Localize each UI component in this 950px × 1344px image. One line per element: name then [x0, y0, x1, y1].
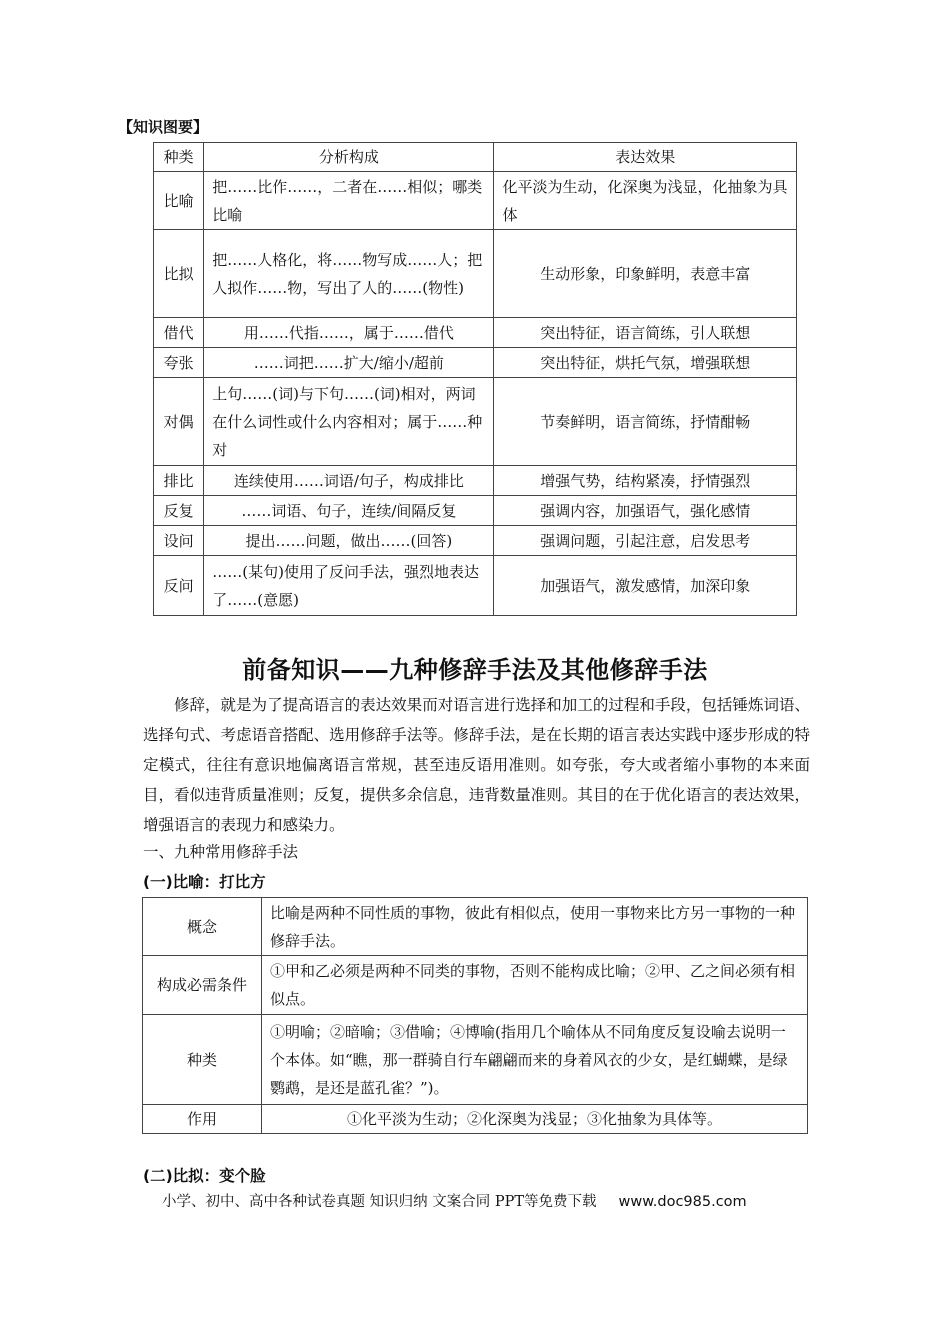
- row-effect: 化平淡为生动，化深奥为浅显，化抽象为具体: [494, 172, 797, 230]
- row-analysis: 连续使用……词语/句子，构成排比: [204, 466, 494, 496]
- row-value: ①甲和乙必须是两种不同类的事物，否则不能构成比喻；②甲、乙之间必须有相似点。: [262, 956, 808, 1015]
- table-row: [154, 556, 797, 616]
- row-analysis: 把……人格化，将……物写成……人；把人拟作……物，写出了人的……(物性): [204, 230, 494, 318]
- row-analysis: 提出……问题，做出……(回答): [204, 526, 494, 556]
- row-key: 种类: [143, 1015, 262, 1105]
- row-effect: 生动形象，印象鲜明，表意丰富: [494, 230, 797, 318]
- row-type: 反问: [154, 556, 204, 616]
- knowledge-map-label: 【知识图要】: [118, 118, 209, 136]
- footer-text: 小学、初中、高中各种试卷真题 知识归纳 文案合同 PPT等免费下载: [162, 1194, 597, 1210]
- row-effect: 增强气势，结构紧凑，抒情强烈: [494, 466, 797, 496]
- table-row: [154, 466, 797, 496]
- row-value: ①化平淡为生动；②化深奥为浅显；③化抽象为具体等。: [262, 1105, 808, 1134]
- row-analysis: ……词把……扩大/缩小/超前: [204, 348, 494, 378]
- row-key: 作用: [143, 1105, 262, 1134]
- table-row: [143, 898, 808, 956]
- row-effect: 突出特征，语言简练，引人联想: [494, 318, 797, 348]
- row-analysis: 把……比作……，二者在……相似；哪类比喻: [204, 172, 494, 230]
- row-type: 反复: [154, 496, 204, 526]
- row-type: 对偶: [154, 378, 204, 466]
- metaphor-table: [142, 897, 808, 1134]
- table-row: [154, 230, 797, 318]
- header-effect: 表达效果: [494, 143, 797, 172]
- table-row: [154, 378, 797, 466]
- personification-heading: (二)比拟：变个脸: [143, 1167, 266, 1185]
- intro-paragraph: 修辞，就是为了提高语言的表达效果而对语言进行选择和加工的过程和手段，包括锤炼词语、选择句式、考虑语音搭配、选用修辞手法等。修辞手法，是在长期的语言表达实践中逐步形成的特定模式，往往有意识地偏离语言常规，甚至违反语用准则。如夸张，夸大或者缩小事物的本来面目，看似违背质量准则；反复，提供多余信息，违背数量准则。其目的在于优化语言的表达效果，增强语言的表现力和感染力。: [143, 696, 810, 834]
- table-row: [154, 172, 797, 230]
- row-type: 比喻: [154, 172, 204, 230]
- row-effect: 强调问题，引起注意，启发思考: [494, 526, 797, 556]
- metaphor-heading: (一)比喻：打比方: [143, 873, 266, 891]
- row-analysis: ……(某句)使用了反问手法，强烈地表达了……(意愿): [204, 556, 494, 616]
- row-value: ①明喻；②暗喻；③借喻；④博喻(指用几个喻体从不同角度反复设喻去说明一个本体。如“瞧，那一群骑自行车翩翩而来的身着风衣的少女，是红蝴蝶，是绿鹦鹉，是还是蓝孔雀？”)。: [262, 1015, 808, 1105]
- row-type: 比拟: [154, 230, 204, 318]
- row-type: 借代: [154, 318, 204, 348]
- knowledge-map-table: [153, 142, 797, 616]
- row-analysis: 用……代指……，属于……借代: [204, 318, 494, 348]
- row-effect: 节奏鲜明，语言简练，抒情酣畅: [494, 378, 797, 466]
- header-analysis: 分析构成: [204, 143, 494, 172]
- table-row: [143, 1105, 808, 1134]
- row-effect: 加强语气，激发感情，加深印象: [494, 556, 797, 616]
- table-row: [143, 1015, 808, 1105]
- row-analysis: 上句……(词)与下句……(词)相对，两词在什么词性或什么内容相对；属于……种对: [204, 378, 494, 466]
- row-type: 夸张: [154, 348, 204, 378]
- row-value: 比喻是两种不同性质的事物，彼此有相似点，使用一事物来比方另一事物的一种修辞手法。: [262, 898, 808, 956]
- row-key: 概念: [143, 898, 262, 956]
- header-type: 种类: [154, 143, 204, 172]
- table-row: [154, 348, 797, 378]
- table-header-row: [154, 143, 797, 172]
- table-row: [154, 526, 797, 556]
- row-effect: 强调内容，加强语气，强化感情: [494, 496, 797, 526]
- footer: [162, 1190, 802, 1211]
- table-row: [143, 956, 808, 1015]
- row-key: 构成必需条件: [143, 956, 262, 1015]
- row-type: 排比: [154, 466, 204, 496]
- row-effect: 突出特征，烘托气氛，增强联想: [494, 348, 797, 378]
- page-title: 前备知识——九种修辞手法及其他修辞手法: [242, 656, 708, 684]
- footer-url[interactable]: www.doc985.com: [618, 1194, 747, 1210]
- table-row: [154, 318, 797, 348]
- section-heading: 一、九种常用修辞手法: [143, 843, 299, 861]
- table-row: [154, 496, 797, 526]
- row-type: 设问: [154, 526, 204, 556]
- row-analysis: ……词语、句子，连续/间隔反复: [204, 496, 494, 526]
